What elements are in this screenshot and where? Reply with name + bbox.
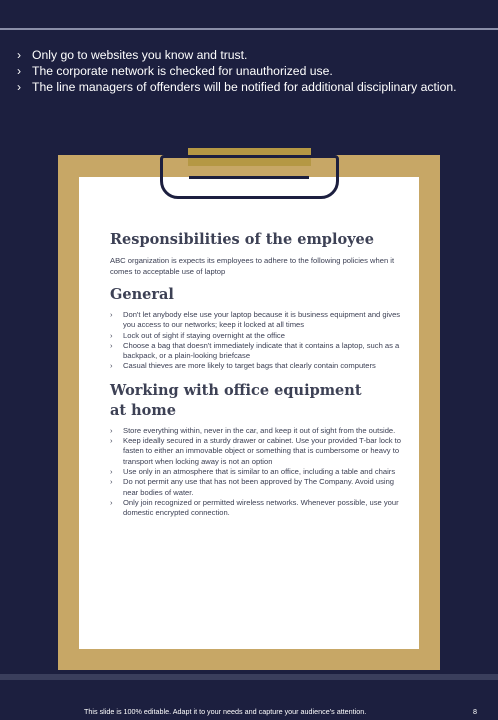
list-item: › Do not permit any use that has not been approved by The Company. Avoid using near bodies of water. [110,477,410,498]
list-item: › Only join recognized or permitted wireless networks. Whenever possible, use your domestic encrypted connection. [110,498,410,519]
footer-text: This slide is 100% editable. Adapt it to your needs and capture your audience's attention. [84,707,367,716]
clipboard-content [110,230,410,518]
top-bullet: › The line managers of offenders will be notified for additional disciplinary action. [17,79,457,95]
working-at-home-bullet-list [110,426,410,519]
general-bullet-list [110,310,410,372]
working-at-home-heading: Working with office equipment at home [110,381,362,419]
bottom-divider [0,674,498,680]
top-bullet: › The corporate network is checked for unauthorized use. [17,63,457,79]
top-divider [0,28,498,30]
list-item: › Keep ideally secured in a sturdy drawer or cabinet. Use your provided T-bar lock to fasten to either an immovable object or something that is cumbersome or heavy to transport when locking away is not an option [110,436,410,467]
list-item: › Casual thieves are more likely to target bags that clearly contain computers [110,361,410,371]
list-item: › Store everything within, never in the car, and keep it out of sight from the outside. [110,426,410,436]
list-item: › Use only in an atmosphere that is similar to an office, including a table and chairs [110,467,410,477]
clipboard-clip-icon [160,155,339,199]
list-item: › Don't let anybody else use your laptop because it is business equipment and gives you access to our networks; keep it locked at all times [110,310,410,331]
top-bullet-list [17,47,457,95]
list-item: › Choose a bag that doesn't immediately indicate that it contains a laptop, such as a backpack, or a plain-looking briefcase [110,341,410,362]
general-heading: General [110,286,174,303]
list-item: › Lock out of sight if staying overnight at the office [110,331,410,341]
top-bullet: › Only go to websites you know and trust. [17,47,457,63]
page-number: 8 [473,707,477,716]
intro-paragraph: ABC organization is expects its employees to adhere to the following policies when it comes to acceptable use of laptop [110,256,395,276]
responsibilities-heading: Responsibilities of the employee [110,231,375,248]
